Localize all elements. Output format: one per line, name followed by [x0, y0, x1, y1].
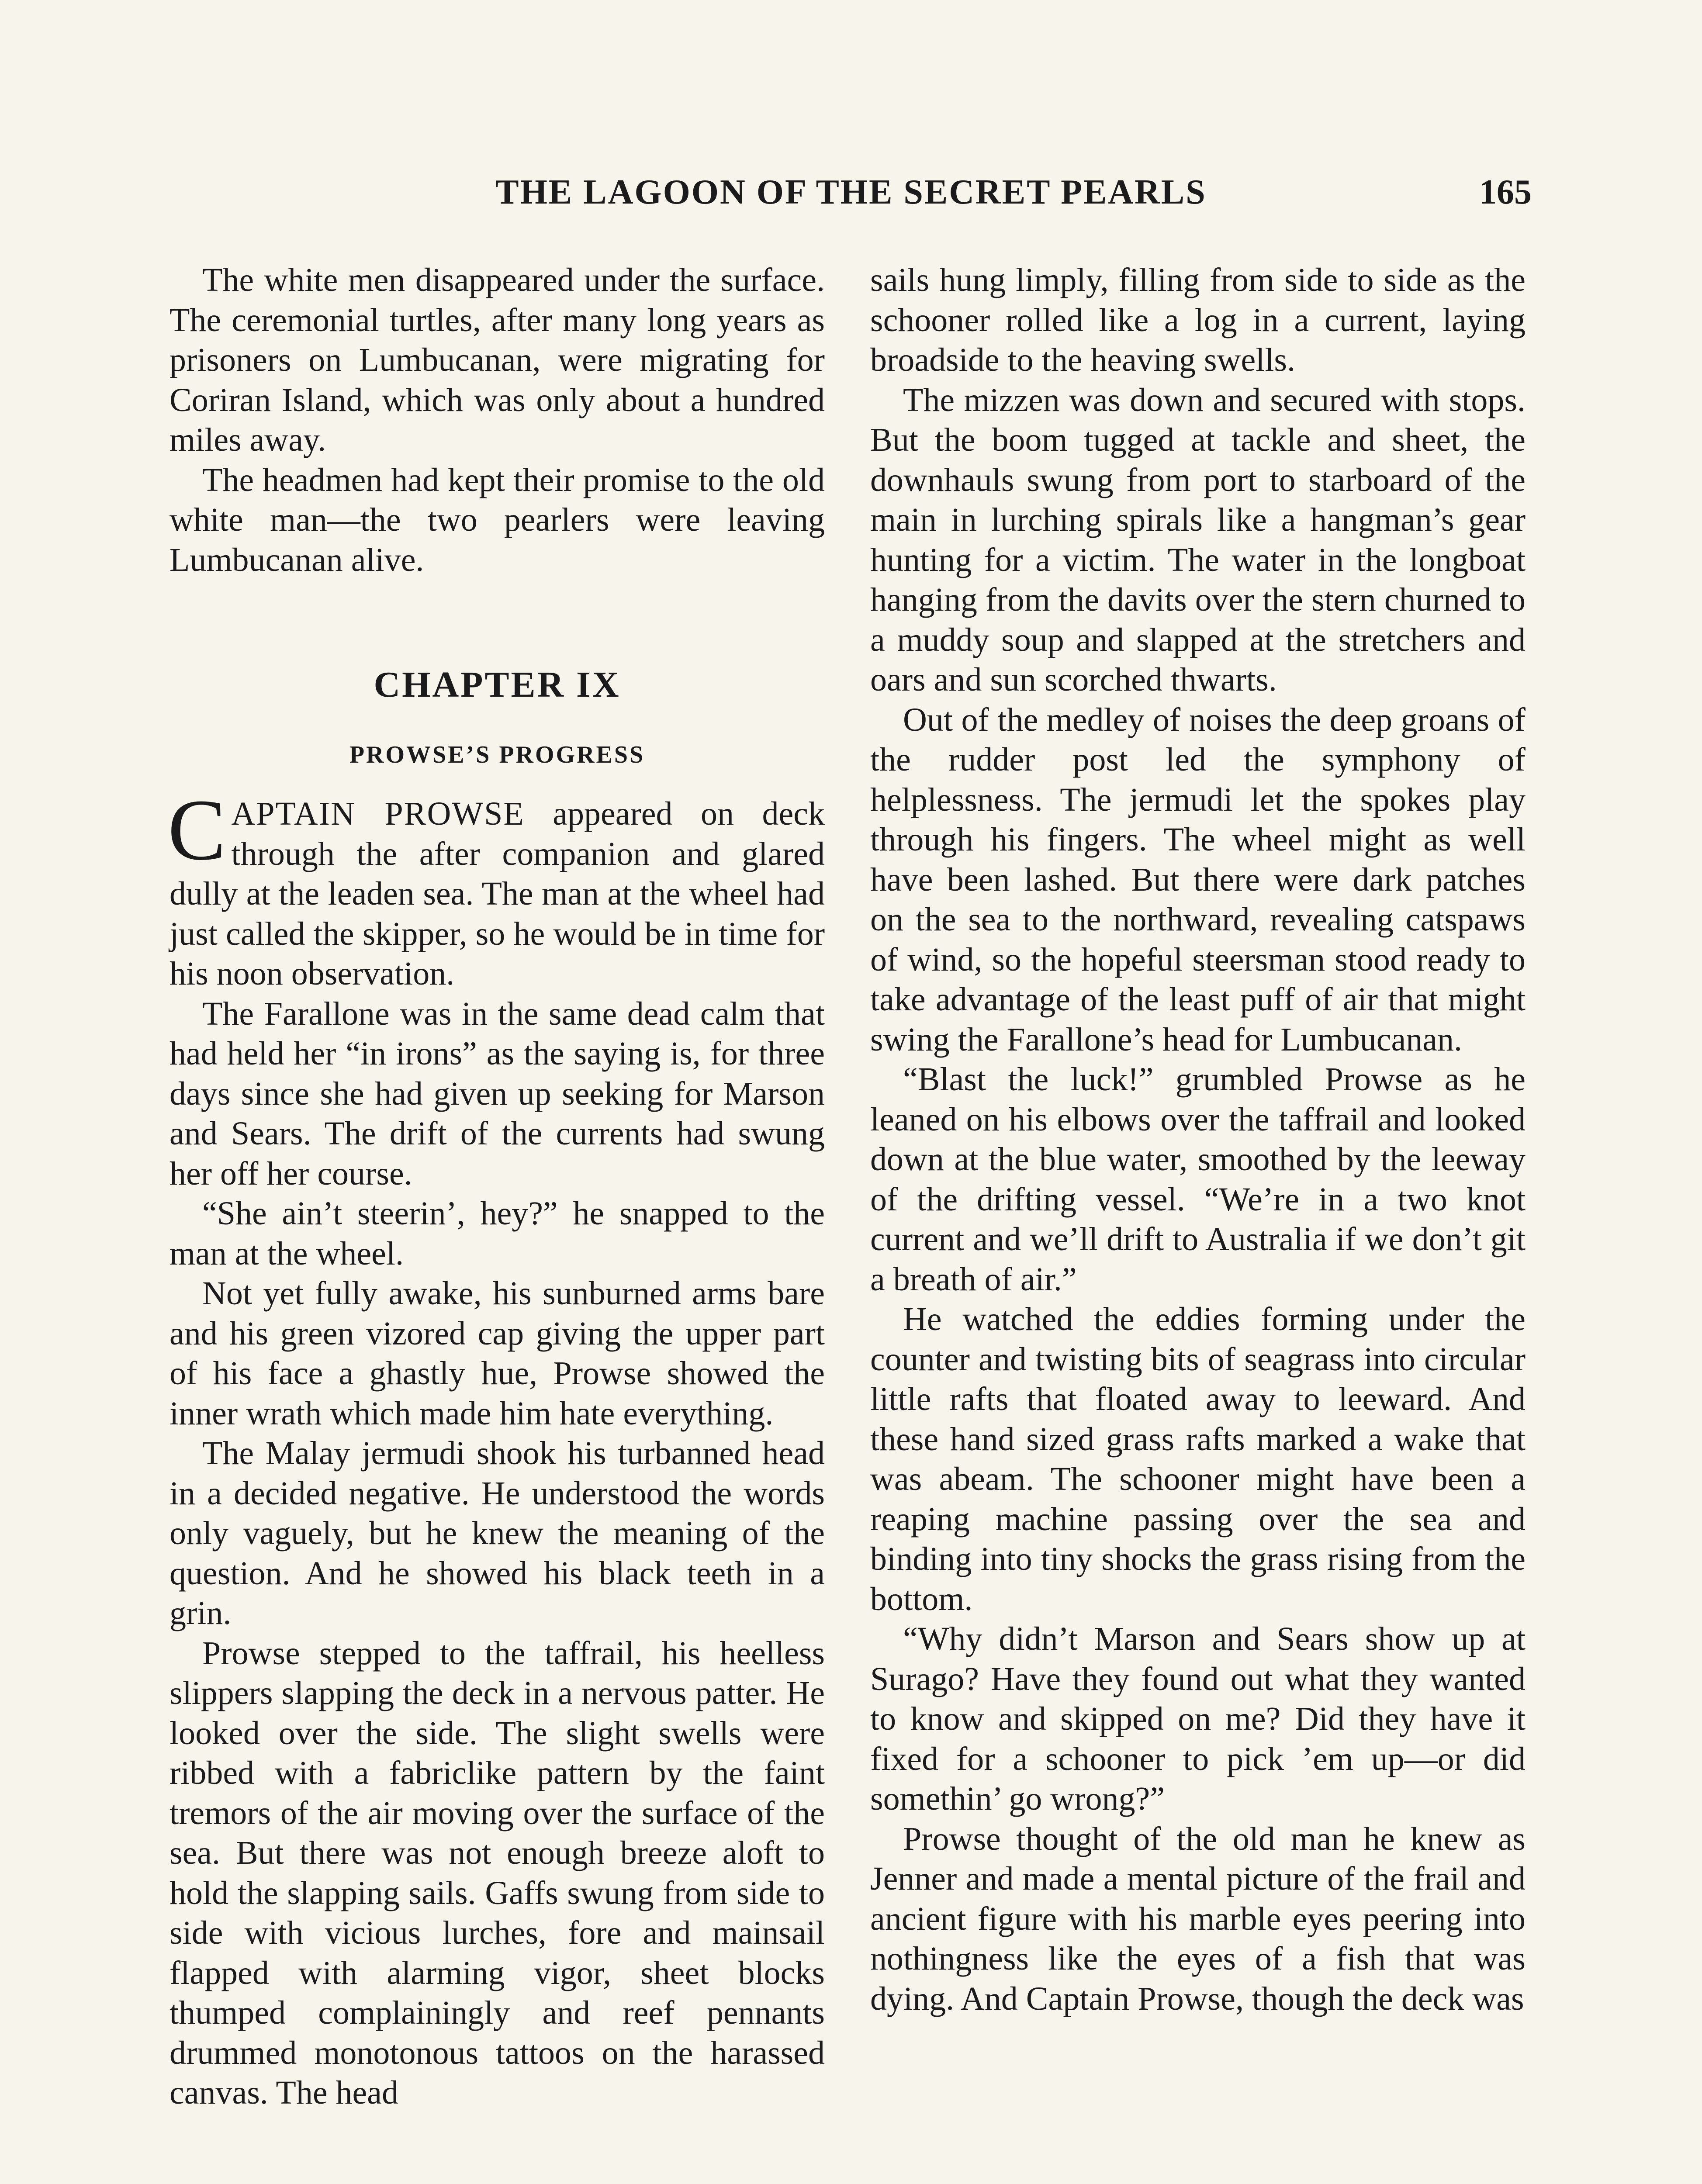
- opening-paragraph: [168, 782, 825, 994]
- paragraph: Prowse stepped to the taffrail, his heelless slippers slapping the deck in a nervous patter. He looked over the side. The slight swells were ribbed with a fabriclike pattern by the faint tremors of the air moving over the surface of the sea. But there was not enough breeze aloft to hold the slapping sails. Gaffs swung from side to side with vicious lurches, fore and mainsail flapped with alarming vigor, sheet blocks thumped complainingly and reef pennants drummed monotonous tattoos on the harassed canvas. The head: [170, 1635, 825, 2111]
- paragraph: “Blast the luck!” grumbled Prowse as he leaned on his elbows over the taffrail and looked down at the blue water, smoothed by the leeway of the drifting vessel. “We’re in a two knot current and we’ll drift to Australia if we don’t git a breath of air.”: [870, 1061, 1526, 1298]
- running-title: THE LAGOON OF THE SECRET PEARLS: [495, 173, 1207, 211]
- paragraph: “Why didn’t Marson and Sears show up at Surago? Have they found out what they wanted to know and skipped on me? Did they have it fixed for a schooner to pick ’em up—or did somethin’ go wrong?”: [870, 1621, 1526, 1817]
- paragraph: Out of the medley of noises the deep groans of the rudder post led the symphony of helplessness. The jermudi let the spokes play through his fingers. The wheel might as well have been lashed. But there were dark patches on the sea to the northward, revealing catspaws of wind, so the hopeful steersman stood ready to take advantage of the least puff of air that might swing the Farallone’s head for Lumbucanan.: [870, 701, 1526, 1058]
- paragraph: Prowse thought of the old man he knew as Jenner and made a mental picture of the frail and ancient figure with his marble eyes peering into nothingness like the eyes of a fish that was dying. And Captain Prowse, though the deck was: [870, 1820, 1526, 2017]
- paragraph: Not yet fully awake, his sunburned arms bare and his green vizored cap giving the upper part of his face a ghastly hue, Prowse showed the inner wrath which made him hate everything.: [170, 1275, 825, 1432]
- opening-text: appeared on deck through the after companion and glared dully at the leaden sea. The man at the wheel had just called the skipper, so he would be in time for his noon observation.: [170, 795, 825, 992]
- left-column: [170, 260, 825, 2113]
- paragraph: The Farallone was in the same dead calm that had held her “in irons” as the saying is, for three days since she had given up seeking for Marson and Sears. The drift of the currents had swung her off her course.: [170, 995, 825, 1192]
- paragraph: The white men disappeared under the surface. The ceremonial turtles, after many long years as prisoners on Lumbucanan, were migrating for Coriran Island, which was only about a hundred miles away.: [170, 262, 825, 458]
- right-column: [870, 260, 1526, 2019]
- page-number: 165: [1479, 173, 1532, 211]
- paragraph: He watched the eddies forming under the counter and twisting bits of seagrass into circular little rafts that floated away to leeward. And these hand sized grass rafts marked a wake that was abeam. The schooner might have been a reaping machine passing over the sea and binding into tiny shocks the grass rising from the bottom.: [870, 1301, 1526, 1617]
- drop-cap: C: [168, 782, 226, 878]
- paragraph: “She ain’t steerin’, hey?” he snapped to the man at the wheel.: [170, 1195, 825, 1272]
- paragraph: The Malay jermudi shook his turbanned head in a decided negative. He understood the words only vaguely, but he knew the meaning of the question. And he showed his black teeth in a grin.: [170, 1435, 825, 1631]
- chapter-heading: CHAPTER IX: [374, 664, 621, 705]
- paragraph: The headmen had kept their promise to the old white man—the two pearlers were leaving Lumbucanan alive.: [170, 461, 825, 578]
- continued-paragraph: sails hung limply, filling from side to side as the schooner rolled like a log in a current, laying broadside to the heaving swells.: [870, 262, 1526, 378]
- running-head: [170, 173, 1532, 216]
- paragraph: The mizzen was down and secured with stops. But the boom tugged at tackle and sheet, the downhauls swung from port to starboard of the main in lurching spirals like a hangman’s gear hunting for a victim. The water in the longboat hanging from the davits over the stern churned to a muddy soup and slapped at the stretchers and oars and sun scorched thwarts.: [870, 381, 1526, 698]
- chapter-subtitle: PROWSE’S PROGRESS: [349, 741, 645, 768]
- opening-small-caps: APTAIN PROWSE: [231, 795, 525, 832]
